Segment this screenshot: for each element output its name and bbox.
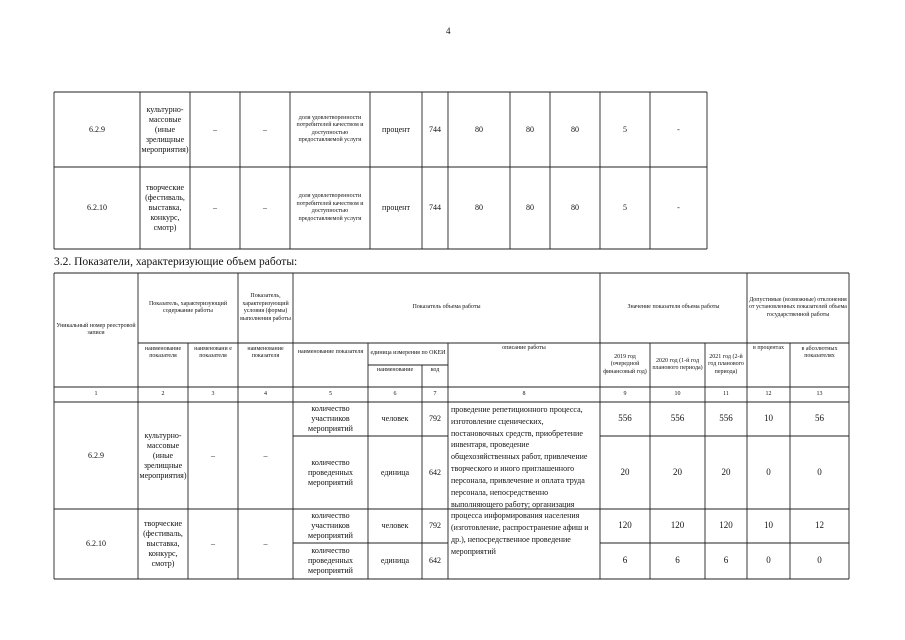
t2-h-name2: наименовани е показателя xyxy=(194,345,232,359)
t2-h-year2: 2020 год (1-й год планового периода) xyxy=(652,357,703,371)
t1-row2-abs: - xyxy=(677,203,680,212)
t2-g1-r2-indicator: количество проведенных мероприятий xyxy=(307,457,353,487)
t2-colnum-1: 1 xyxy=(94,390,98,397)
t1-row1-code: 6.2.9 xyxy=(89,124,105,134)
t2-h-okei-code: код xyxy=(430,367,440,374)
t2-colnum-4: 4 xyxy=(264,390,267,397)
t2-g2-r1-okei: 792 xyxy=(429,521,441,530)
t1-row1-v2: 80 xyxy=(526,124,534,134)
t2-g1-r1-unit: человек xyxy=(381,414,409,423)
t2-colnum-7: 7 xyxy=(433,390,437,397)
t1-row1-indicator: доля удовлетворенности потребителей качеством и доступностью предоставляемой услуги xyxy=(296,114,364,143)
t1-row1-v3: 80 xyxy=(571,124,579,134)
t2-g1-r1-indicator: количество участников мероприятий xyxy=(308,404,353,433)
t2-g2-dash1: – xyxy=(211,539,215,548)
t2-g1-r1-pct: 10 xyxy=(764,413,773,424)
t2-colnum-6: 6 xyxy=(393,390,397,397)
t2-colnum-3: 3 xyxy=(211,390,215,397)
t2-g1-r2-unit: единица xyxy=(380,467,410,477)
t2-g2-r1-v1: 120 xyxy=(618,520,632,531)
t2-g1-r2-pct: 0 xyxy=(766,466,771,477)
t1-row1-dash2: – xyxy=(263,124,267,134)
t1-row1-okei: 744 xyxy=(429,124,441,134)
t1-row2-dash2: – xyxy=(263,203,267,212)
t2-colnum-11: 11 xyxy=(723,390,729,397)
t2-g1-r2-abs: 0 xyxy=(817,466,822,477)
t2-g1-r1-v2: 556 xyxy=(670,413,685,424)
t2-g2-content: творческие (фестиваль, выставка, конкурс, смотр) xyxy=(143,519,183,568)
t2-colnum-12: 12 xyxy=(765,390,772,397)
t2-g1-r1-abs: 56 xyxy=(815,413,824,424)
t1-row2-v2: 80 xyxy=(526,203,534,212)
t2-g2-code: 6.2.10 xyxy=(86,539,106,548)
t2-g2-r2-unit: единица xyxy=(380,556,410,565)
t2-h-in-absolute: в абсолютных показателях xyxy=(801,345,838,359)
t1-row1-pct: 5 xyxy=(623,124,627,134)
t2-h-value-group: Значение показателя объема работы xyxy=(627,304,720,311)
t2-g2-r1-indicator: количество участников мероприятий xyxy=(308,511,353,540)
t1-row1-content: культурно-массовые (иные зрелищные мероприятия) xyxy=(141,104,189,154)
t2-h-okei-group: единица измерения по ОКЕИ xyxy=(370,350,446,357)
t2-g2-r2-okei: 642 xyxy=(429,556,441,565)
t2-g1-r1-v3: 556 xyxy=(719,413,733,424)
t2-g1-r2-v1: 20 xyxy=(620,466,630,477)
t2-h-deviation-group: Допустимые (возможные) отклонения от установленных показателей объема государственной работы xyxy=(749,296,847,318)
t1-row2-indicator: доля удовлетворенности потребителей качеством и доступностью предоставляемой услуги xyxy=(296,193,364,222)
t2-colnum-9: 9 xyxy=(623,390,627,397)
t2-h-year3: 2021 год (2-й год планового периода) xyxy=(708,353,744,375)
t1-row2-content: творческие (фестиваль, выставка, конкурс, смотр) xyxy=(145,183,185,232)
t2-g2-r1-pct: 10 xyxy=(764,520,773,531)
t1-row1-v1: 80 xyxy=(475,124,483,134)
t2-description-text: проведение репетиционного процесса, изготовление сценических, постановочных средств, приобретение инвентаря, проведение общехозяйственных работ, привлечение творческого и иного приглашенного персонала, привлечение и оплата труда персонала, непосредственно выполняющего работу; организация процесса информирования населения (изготовление, распространение афиш и др.), непосредственное проведение мероприятий xyxy=(451,405,589,556)
t1-row2-code: 6.2.10 xyxy=(87,203,107,212)
t2-g2-dash2: – xyxy=(263,539,268,548)
t1-row1-unit: процент xyxy=(382,124,410,134)
t2-h-name1: наименование показателя xyxy=(144,345,182,359)
t2-h-description: описание работы xyxy=(502,345,546,352)
t2-g2-r2-v2: 6 xyxy=(675,555,680,566)
t1-row1-dash1: – xyxy=(213,124,217,134)
t2-g2-r2-abs: 0 xyxy=(817,555,822,566)
t2-g2-r1-v2: 120 xyxy=(670,520,685,531)
t1-row1-abs: - xyxy=(677,124,680,134)
t2-g1-code: 6.2.9 xyxy=(88,450,104,460)
t2-colnum-8: 8 xyxy=(522,390,526,397)
t2-h-volume-group: Показатель объема работы xyxy=(412,304,481,311)
t2-g1-dash2: – xyxy=(263,450,268,460)
t2-g2-r2-v1: 6 xyxy=(622,555,628,566)
t2-g1-r2-v3: 20 xyxy=(721,466,731,477)
t1-row2-dash1: – xyxy=(213,203,217,212)
t2-g1-r1-okei: 792 xyxy=(429,414,441,423)
t2-g2-r1-unit: человек xyxy=(381,521,409,530)
t2-g1-dash1: – xyxy=(211,450,215,460)
t2-g1-r2-v2: 20 xyxy=(673,466,682,477)
t1-row2-v1: 80 xyxy=(475,203,483,212)
t2-g2-r1-v3: 120 xyxy=(719,520,733,531)
t2-g2-r2-v3: 6 xyxy=(723,555,729,566)
t2-g2-r1-abs: 12 xyxy=(815,520,824,531)
t2-h-name3: наименование показателя xyxy=(247,345,284,359)
t1-row2-unit: процент xyxy=(382,203,410,212)
t2-g1-r2-okei: 642 xyxy=(429,467,441,477)
t2-h-unique-no: Уникальный номер реестровой записи xyxy=(56,322,136,336)
t2-h-year1: 2019 год (очередной финансовый год) xyxy=(603,353,647,375)
t2-g1-content: культурно-массовые (иные зрелищные мероприятия) xyxy=(139,430,187,480)
t2-g2-r2-pct: 0 xyxy=(766,555,771,566)
section-title: 3.2. Показатели, характеризующие объем работы: xyxy=(54,256,298,268)
t2-h-in-percent: в процентах xyxy=(753,345,784,352)
t2-h-okei-name: наименование xyxy=(376,367,414,374)
t2-colnum-13: 13 xyxy=(816,390,823,397)
t2-h-conditions-group: Показатель, характеризующий условия (формы) выполнения работы xyxy=(240,293,291,322)
t2-g1-r1-v1: 556 xyxy=(618,413,632,424)
t2-g2-r2-indicator: количество проведенных мероприятий xyxy=(307,546,353,575)
t1-row2-v3: 80 xyxy=(571,203,579,212)
t1-row2-okei: 744 xyxy=(429,203,441,212)
t2-h-content-group: Показатель, характеризующий содержание работы xyxy=(148,300,228,314)
t2-colnum-10: 10 xyxy=(674,390,681,397)
t2-colnum-5: 5 xyxy=(329,390,332,397)
t2-h-name4: наименование показателя xyxy=(297,349,364,356)
t2-colnum-2: 2 xyxy=(161,390,165,397)
page-number: 4 xyxy=(446,26,451,36)
t1-row2-pct: 5 xyxy=(623,203,627,212)
